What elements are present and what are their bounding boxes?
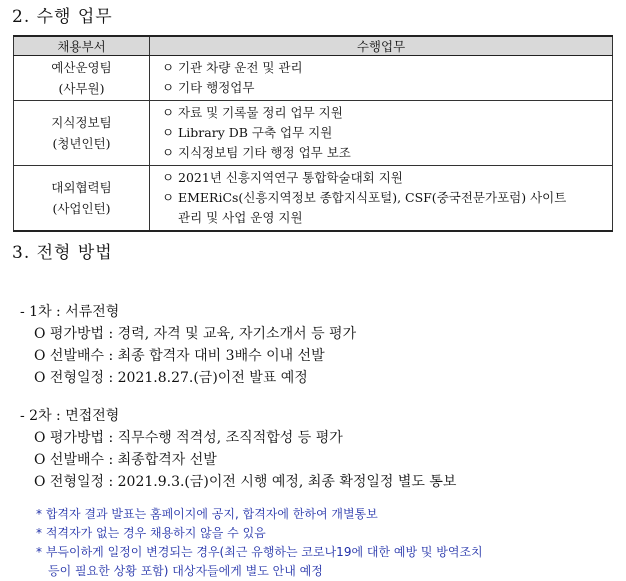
bullet-icon: ㅇ [162, 145, 175, 160]
stage-2-block [20, 405, 456, 493]
tasks-cell [150, 101, 613, 166]
task-text: 자료 및 기록물 정리 업무 지원 [178, 105, 343, 120]
task-item [162, 143, 612, 163]
section-3-title: 3. 전형 방법 [12, 243, 113, 263]
task-text: 기타 행정업무 [178, 80, 255, 95]
department-name: 대외협력팀 [51, 180, 112, 195]
note-continuation: 등이 필요한 상황 포함) 대상자들에게 별도 안내 예정 [48, 564, 323, 578]
bullet-icon: ㅇ [162, 60, 175, 75]
bullet-icon: ㅇ [162, 105, 175, 120]
header-duties: 수행업무 [150, 36, 613, 56]
list-item: O 전형일정 : 2021.9.3.(금)이전 시행 예정, 최종 확정일정 별도 통보 [34, 474, 457, 490]
bullet-icon: ㅇ [162, 125, 175, 140]
stage-2-heading: - 2차 : 면접전형 [20, 408, 120, 424]
note-item: * 합격자 결과 발표는 홈페이지에 공지, 합격자에 한하여 개별통보 [36, 507, 378, 521]
department-cell [14, 101, 150, 166]
tasks-cell [150, 166, 613, 232]
task-text: Library DB 구축 업무 지원 [178, 125, 333, 140]
task-item [162, 188, 612, 208]
stage-1-block [20, 301, 356, 389]
notes-block [36, 505, 483, 581]
duty-table [13, 35, 613, 232]
list-item: O 선발배수 : 최종 합격자 대비 3배수 이내 선발 [34, 348, 325, 364]
header-department: 채용부서 [14, 36, 150, 56]
task-text: 지식정보팀 기타 행정 업무 보조 [178, 145, 351, 160]
department-role: (사업인턴) [52, 201, 111, 216]
section-2-title: 2. 수행 업무 [12, 7, 113, 27]
table-row [14, 101, 613, 166]
note-item: * 부득이하게 일정이 변경되는 경우(최근 유행하는 코로나19에 대한 예방 및 방역조치 [36, 545, 483, 559]
bullet-icon: ㅇ [162, 170, 175, 185]
note-item: * 적격자가 없는 경우 채용하지 않을 수 있음 [36, 526, 266, 540]
duty-table-header [14, 36, 613, 56]
task-text: 2021년 신흥지역연구 통합학술대회 지원 [178, 170, 403, 185]
tasks-cell [150, 56, 613, 101]
task-item [162, 123, 612, 143]
task-text: 기관 차량 운전 및 관리 [178, 60, 303, 75]
list-item: O 선발배수 : 최종합격자 선발 [34, 452, 217, 468]
table-row [14, 56, 613, 101]
bullet-icon: ㅇ [162, 190, 175, 205]
task-text: EMERiCs(신흥지역정보 종합지식포털), CSF(중국전문가포럼) 사이트 [178, 190, 567, 205]
task-continuation: 관리 및 사업 운영 지원 [178, 210, 303, 225]
department-cell [14, 166, 150, 232]
department-name: 지식정보팀 [51, 115, 112, 130]
list-item: O 평가방법 : 직무수행 적격성, 조직적합성 등 평가 [34, 430, 343, 446]
list-item: O 전형일정 : 2021.8.27.(금)이전 발표 예정 [34, 370, 308, 386]
task-item [162, 168, 612, 188]
stage-1-heading: - 1차 : 서류전형 [20, 304, 120, 320]
table-row [14, 166, 613, 232]
task-item [162, 58, 612, 78]
department-role: (사무원) [58, 81, 105, 96]
list-item: O 평가방법 : 경력, 자격 및 교육, 자기소개서 등 평가 [34, 326, 357, 342]
department-cell [14, 56, 150, 101]
department-role: (청년인턴) [52, 136, 111, 151]
bullet-icon: ㅇ [162, 80, 175, 95]
department-name: 예산운영팀 [51, 60, 112, 75]
task-item [162, 78, 612, 98]
task-item [162, 103, 612, 123]
